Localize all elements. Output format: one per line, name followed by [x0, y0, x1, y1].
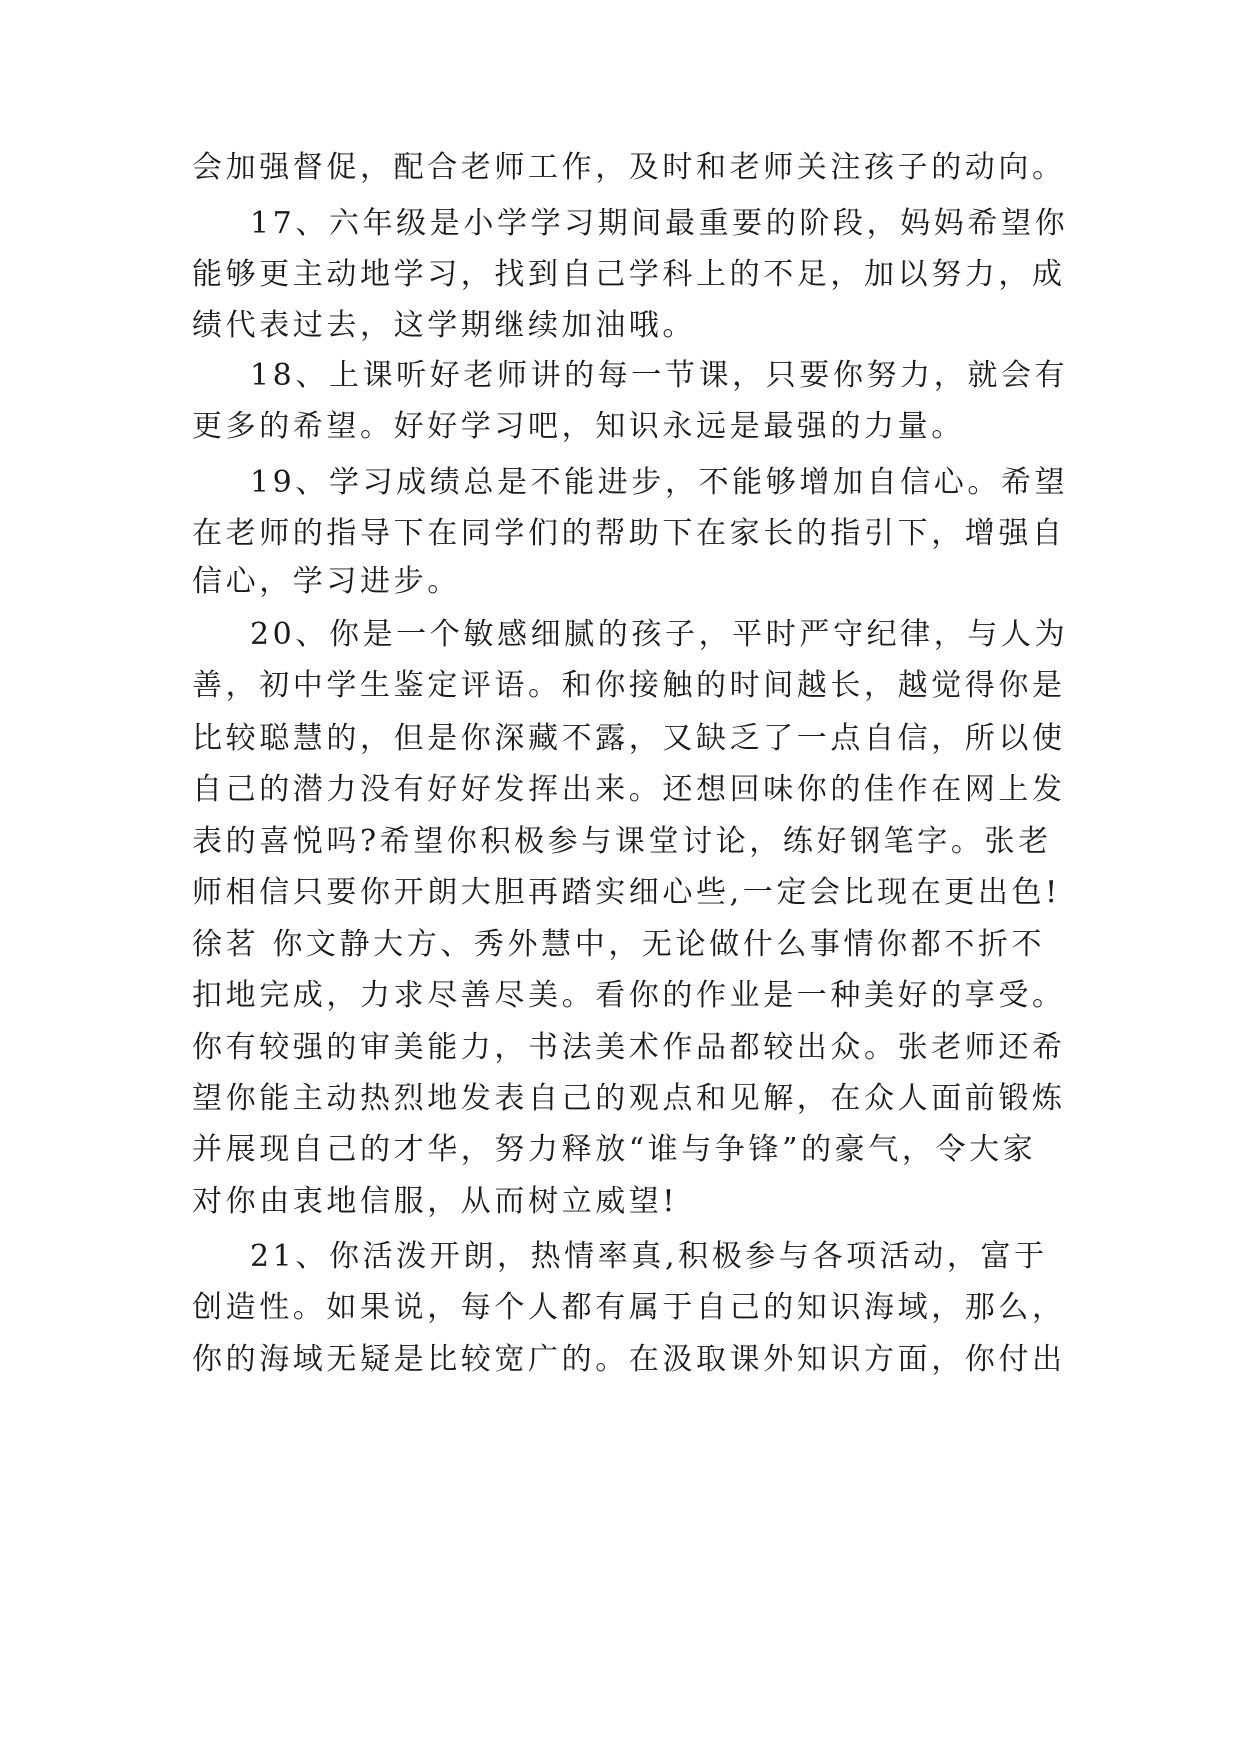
- text-line: 18、上课听好老师讲的每一节课，只要你努力，就会有: [250, 358, 1069, 393]
- text-line: 更多的希望。好好学习吧，知识永远是最强的力量。: [192, 409, 965, 444]
- text-line: 对你由衷地信服，从而树立威望!: [192, 1184, 679, 1219]
- text-line: 17、六年级是小学学习期间最重要的阶段，妈妈希望你: [250, 206, 1069, 241]
- text-line: 徐茗 你文静大方、秀外慧中，无论做什么事情你都不折不: [192, 927, 1046, 962]
- text-line: 能够更主动地学习，找到自己学科上的不足，加以努力，成: [192, 257, 1066, 292]
- text-line: 并展现自己的才华，努力释放“谁与争锋”的豪气，令大家: [192, 1132, 1037, 1167]
- text-line: 21、你活泼开朗，热情率真,积极参与各项活动，富于: [250, 1239, 1048, 1274]
- text-line: 望你能主动热烈地发表自己的观点和见解，在众人面前锻炼: [192, 1081, 1066, 1116]
- text-line: 会加强督促，配合老师工作，及时和老师关注孩子的动向。: [192, 150, 1066, 185]
- text-line: 扣地完成，力求尽善尽美。看你的作业是一种美好的享受。: [192, 978, 1066, 1013]
- text-line: 20、你是一个敏感细腻的孩子，平时严守纪律，与人为: [250, 617, 1069, 652]
- text-line: 在老师的指导下在同学们的帮助下在家长的指引下，增强自: [192, 516, 1066, 551]
- text-line: 你的海域无疑是比较宽广的。在汲取课外知识方面，你付出: [192, 1342, 1066, 1377]
- text-line: 善，初中学生鉴定评语。和你接触的时间越长，越觉得你是: [192, 668, 1066, 703]
- text-line: 你有较强的审美能力，书法美术作品都较出众。张老师还希: [192, 1030, 1066, 1065]
- text-line: 师相信只要你开朗大胆再踏实细心些,一定会比现在更出色!: [192, 875, 1061, 910]
- text-line: 信心，学习进步。: [192, 564, 461, 599]
- text-line: 自己的潜力没有好好发挥出来。还想回味你的佳作在网上发: [192, 772, 1066, 807]
- text-line: 比较聪慧的，但是你深藏不露，又缺乏了一点自信，所以使: [192, 721, 1066, 756]
- text-line: 创造性。如果说，每个人都有属于自己的知识海域，那么，: [192, 1290, 1066, 1325]
- text-line: 绩代表过去，这学期继续加油哦。: [192, 308, 696, 343]
- text-line: 表的喜悦吗?希望你积极参与课堂讨论，练好钢笔字。张老: [192, 824, 1052, 859]
- text-line: 19、学习成绩总是不能进步，不能够增加自信心。希望: [250, 465, 1069, 500]
